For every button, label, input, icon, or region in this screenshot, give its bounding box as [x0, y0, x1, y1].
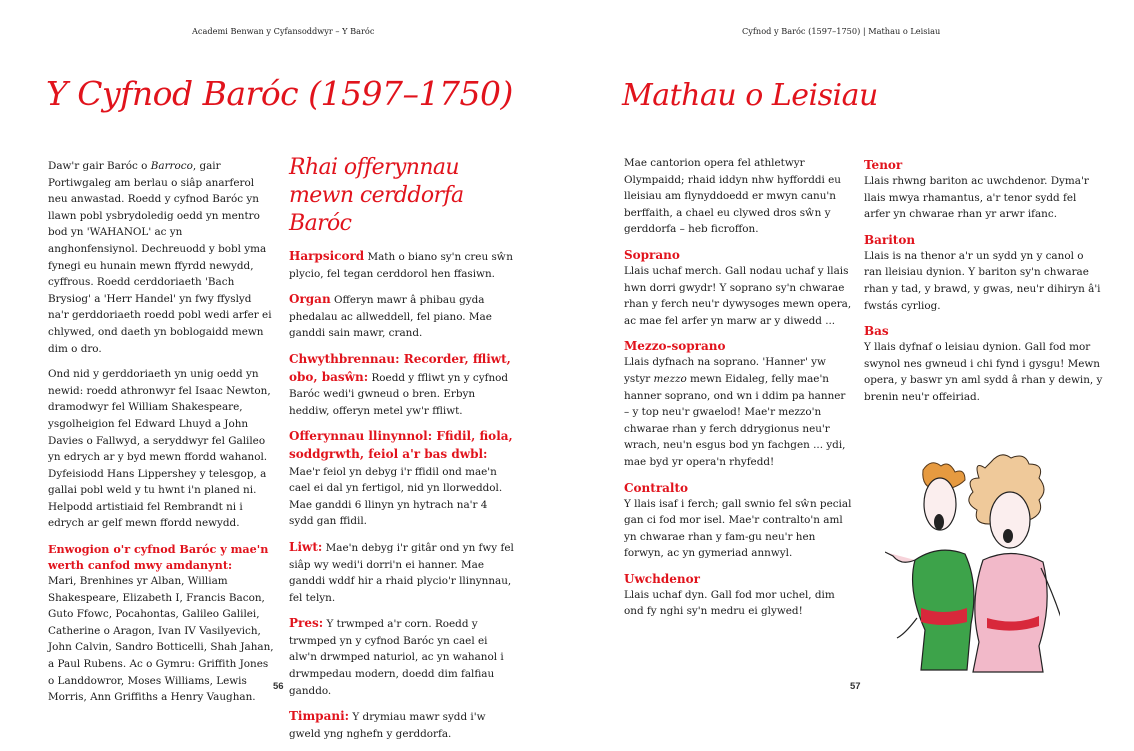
page-title: Mathau o Leisiau	[622, 78, 878, 113]
instrument-name: Organ	[289, 292, 331, 307]
instruments-heading: Rhai offerynnau mewn cerddorfa Baróc	[289, 155, 464, 236]
voice-entry: Tenor Llais rhwng bariton ac uwchdenor. Dyma'r llais mwya rhamantus, a'r tenor sydd fel arfer yn chwarae rhan yr arwr ifanc.	[864, 157, 1104, 223]
instrument-name: Pres:	[289, 616, 324, 631]
running-head: Academi Benwan y Cyfansoddwyr – Y Baróc	[192, 26, 375, 36]
instrument-name: Offerynnau llinynnol: Ffidil, fiola, soddgrwth, feiol a'r bas dwbl:	[289, 429, 513, 461]
instrument-entry: Harpsicord Math o biano sy'n creu sŵn plycio, fel tegan cerddorol hen ffasiwn.	[289, 249, 513, 280]
instrument-entry: Liwt: Mae'n debyg i'r gitâr ond yn fwy fel siâp wy wedi'i dorri'n ei hanner. Mae ganddi wddf hir a rhaid plycio'r llinynnau, fel telyn.	[289, 539, 514, 604]
intro-column	[48, 158, 274, 715]
left-page	[0, 0, 567, 740]
voice-name: Soprano	[624, 247, 680, 262]
page-title: Y Cyfnod Baróc (1597–1750)	[46, 74, 513, 113]
instrument-entry: Pres: Y trwmped a'r corn. Roedd y trwmped yn y cyfnod Baróc yn cael ei alw'n drwmped naturiol, ac yn wahanol i drwmpedau modern, doedd dim falfiau ganddo.	[289, 616, 504, 697]
voice-name: Tenor	[864, 158, 903, 172]
voice-entry: Bariton Llais is na thenor a'r un sydd yn y canol o ran lleisiau dynion. Y bariton sy'n chwarae rhan y tad, y brawd, y gwas, neu'r dihiryn â'i fwstás cyrliog.	[864, 232, 1104, 314]
voice-entry: Contralto Y llais isaf i ferch; gall swnio fel sŵn pecial gan ci fod mor isel. Mae'r contralto'n aml yn chwarae rhan y fam-gu neu'r hen forwyn, ac yn gymeriad annwyl.	[624, 480, 852, 560]
running-head: Cyfnod y Baróc (1597–1750) | Mathau o Leisiau	[742, 26, 941, 36]
voices-column-1	[624, 155, 852, 629]
voice-entry: Uwchdenor Llais uchaf dyn. Gall fod mor uchel, dim ond fy nghi sy'n medru ei glywed!	[624, 571, 852, 620]
instrument-name: Timpani:	[289, 709, 350, 724]
instrument-entry: Organ Offeryn mawr â phibau gyda phedalau ac allweddell, fel piano. Mae ganddi sain mawr, crand.	[289, 292, 492, 340]
voice-entry: Bas Y llais dyfnaf o leisiau dynion. Gall fod mor swynol nes gwneud i chi fynd i gysgu! Mewn opera, y baswr yn aml sydd â rhan y dewin, y brenin neu'r offeiriad.	[864, 324, 1103, 403]
page-number: 56	[273, 681, 284, 692]
intro-paragraph-1: Daw'r gair Baróc o Barroco, gair Portiwgaleg am berlau o siâp anarferol neu anwastad. Roedd y cyfnod Baróc yn llawn pobl ysbrydoledig oedd yn mentro bod yn 'WAHANOL' ac yn anghonfensiynol. Dechreuodd y bobl yma fynegi eu hunain mewn ffyrdd newydd, cyffrous. Roedd cerddoriaeth 'Bach Brysiog' a 'Herr Handel' yn fwy ffyslyd na'r gerddoriaeth roedd pobl wedi arfer ei chlywed, ond daeth yn boblogaidd mewn dim o dro.	[48, 160, 272, 355]
voice-name: Bas	[864, 324, 889, 339]
opera-singers-illustration	[885, 448, 1060, 673]
singer-female-figure	[969, 455, 1060, 672]
instrument-entry: Offerynnau llinynnol: Ffidil, fiola, soddgrwth, feiol a'r bas dwbl: Mae'r feiol yn debyg i'r ffidil ond mae'n cael ei dal yn fertigol, nid yn llorweddol. Mae ganddi 6 llinyn yn hytrach na'r 4 sydd gan ffidil.	[289, 429, 513, 528]
voices-column-2	[864, 157, 1104, 415]
voice-entry: Soprano Llais uchaf merch. Gall nodau uchaf y llais hwn dorri gwydr! Y soprano sy'n chwarae rhan y ferch neu'r dywysoges mewn opera, ac mae fel arfer yn marw ar y diwedd ...	[624, 247, 852, 327]
instrument-name: Chwythbrennau: Recorder, ffliwt, obo, basŵn:	[289, 351, 511, 384]
page-number: 57	[850, 681, 861, 692]
voice-name: Bariton	[864, 232, 916, 247]
instrument-name: Harpsicord	[289, 249, 365, 263]
intro-paragraph: Mae cantorion opera fel athletwyr Olympaidd; rhaid iddyn nhw hyfforddi eu lleisiau am flynyddoedd er mwyn canu'n berffaith, a chael eu clywed dros sŵn y gerddorfa – heb ficroffon.	[624, 157, 841, 236]
voice-name: Uwchdenor	[624, 571, 700, 586]
famous-people-list: Mari, Brenhines yr Alban, William Shakespeare, Elizabeth I, Francis Bacon, Guto Ffowc, Pocahontas, Galileo Galilei, Catherine o Aragon, Ivan IV Vasilyevich, John Calvin, Sandro Botticelli, Shah Jahan, a Paul Rubens. Ac o Gymru: Griffith Jones o Landdowror, Moses Williams, Lewis Morris, Ann Griffiths a Henry Vaughan.	[48, 575, 274, 704]
voice-name: Mezzo-soprano	[624, 339, 726, 354]
voice-entry: Mezzo-soprano Llais dyfnach na soprano. 'Hanner' yw ystyr mezzo mewn Eidaleg, felly mae'n hanner soprano, ond wn i ddim pa hanner – y top neu'r gwaelod! Mae'r mezzo'n chwarae rhan y ferch ddrygionus neu'r wrach, neu'n esgus bod yn fachgen ... ydi, mae byd yr opera'n rhyfedd!	[624, 338, 852, 470]
instrument-entry: Timpani: Y drymiau mawr sydd i'w gweld yng nghefn y gerddorfa.	[289, 709, 486, 740]
instruments-column	[289, 154, 514, 751]
famous-people-heading: Enwogion o'r cyfnod Baróc y mae'n werth canfod mwy amdanynt:	[48, 542, 269, 573]
instrument-name: Liwt:	[289, 539, 323, 554]
singer-male-figure	[885, 463, 974, 670]
right-page	[567, 0, 1134, 709]
voice-name: Contralto	[624, 480, 689, 495]
intro-paragraph-2: Ond nid y gerddoriaeth yn unig oedd yn newid: roedd athronwyr fel Isaac Newton, dramodwyr fel William Shakespeare, ysgolheigion fel Edward Lhuyd a John Davies o Fallwyd, a seryddwyr fel Galileo yn edrych ar y byd mewn ffordd wahanol. Dyfeisiodd Hans Lippershey y telesgop, a gallai pobl weld y tu hwnt i'n planed ni. Helpodd artistiaid fel Rembrandt ni i edrych ar gelf mewn ffordd newydd.	[48, 368, 271, 530]
instrument-entry: Chwythbrennau: Recorder, ffliwt, obo, basŵn: Roedd y ffliwt yn y cyfnod Baróc wedi'i gwneud o bren. Erbyn heddiw, offeryn metel yw'r ffliwt.	[289, 351, 511, 417]
